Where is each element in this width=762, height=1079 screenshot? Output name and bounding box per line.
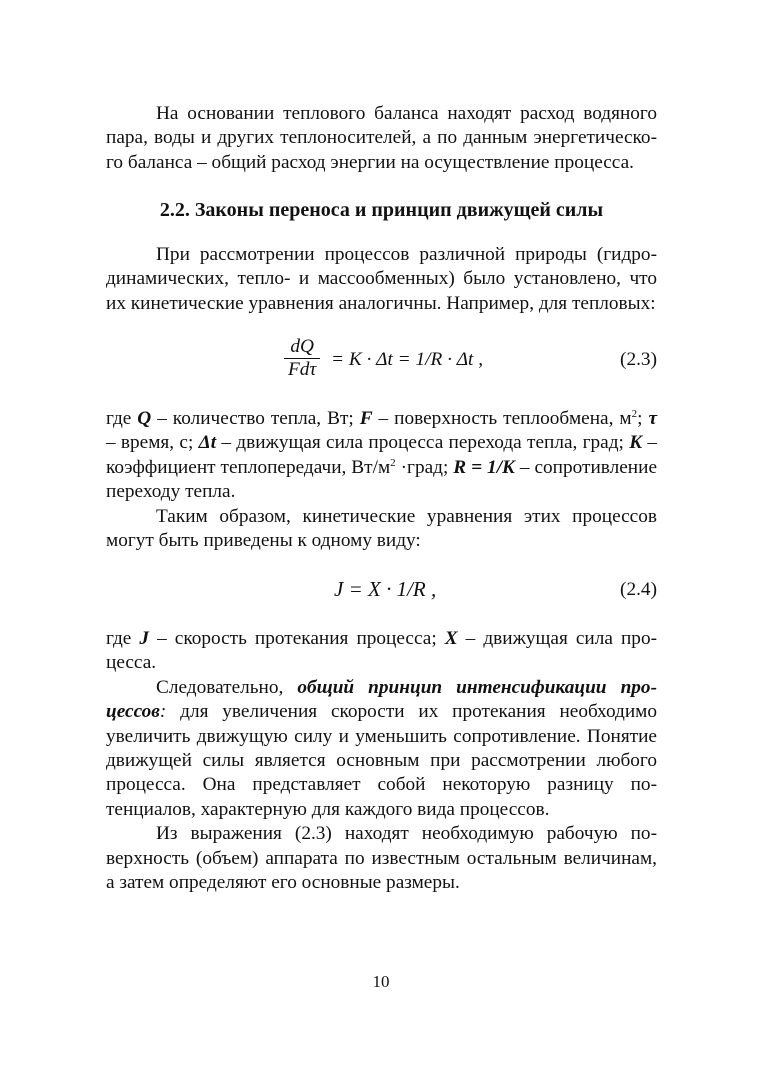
page-number: 10 — [372, 972, 390, 991]
equation-fraction — [284, 336, 320, 381]
equation-body: J = X · 1/R , — [334, 577, 437, 601]
equation-number: (2.4) — [620, 579, 657, 600]
fraction-denominator: Fdτ — [284, 358, 320, 381]
fraction-numerator: dQ — [290, 336, 314, 357]
equation-2-3 — [106, 336, 657, 392]
equation-body: = K · Δt = 1/R · Δt , — [331, 349, 484, 370]
paragraph-definitions: где Q – количество тепла, Вт; F – поверхность теплообмена, $м^2$; τ – время, с; Δt – движущая сила процесса перехода тепла, град; K – коэффициент теплопередачи, $Вт/м^2$ ·град; R = 1/K – сопротивление переходу тепла. Таким образом, кинетические уравнения этих процессов могут быть приведены к одному виду: — [106, 408, 657, 552]
symbol-F-description: – поверхность теплообмена, м — [372, 408, 632, 429]
equation-2-4 — [106, 577, 657, 609]
section-heading: 2.2. Законы переноса и принцип движущей силы — [159, 199, 604, 221]
symbol-F: F — [359, 408, 373, 429]
equation-number: (2.3) — [620, 349, 657, 370]
paragraph-kinetics: При рассмотрении процессов различной природы (гидродинамических, тепло- и массообменных) было установлено, что их кинетические уравнения аналогичны. Например, для тепловых: — [106, 244, 657, 314]
paragraph-conclusion: где J – скорость протекания процесса; X – движущая сила процесса. Следовательно, общий принцип интенсификации процессов: для увеличения скорости их протекания необходимо увеличить движущую силу и уменьшить сопротивление. Понятие движущей силы является основным при рассмотрении любого процесса. Она представляет собой некоторую разницу потенциалов, характерную для каждого вида процессов. Из выражения (2.3) находят необходимую рабочую поверхность (объем) аппарата по известным остальным величинам, а затем определяют его основные размеры. — [106, 628, 658, 894]
paragraph-intro: На основании теплового баланса находят расход водяного пара, воды и других теплоносителей, а по данным энергетического баланса – общий расход энергии на осуществление процесса. — [106, 103, 657, 173]
